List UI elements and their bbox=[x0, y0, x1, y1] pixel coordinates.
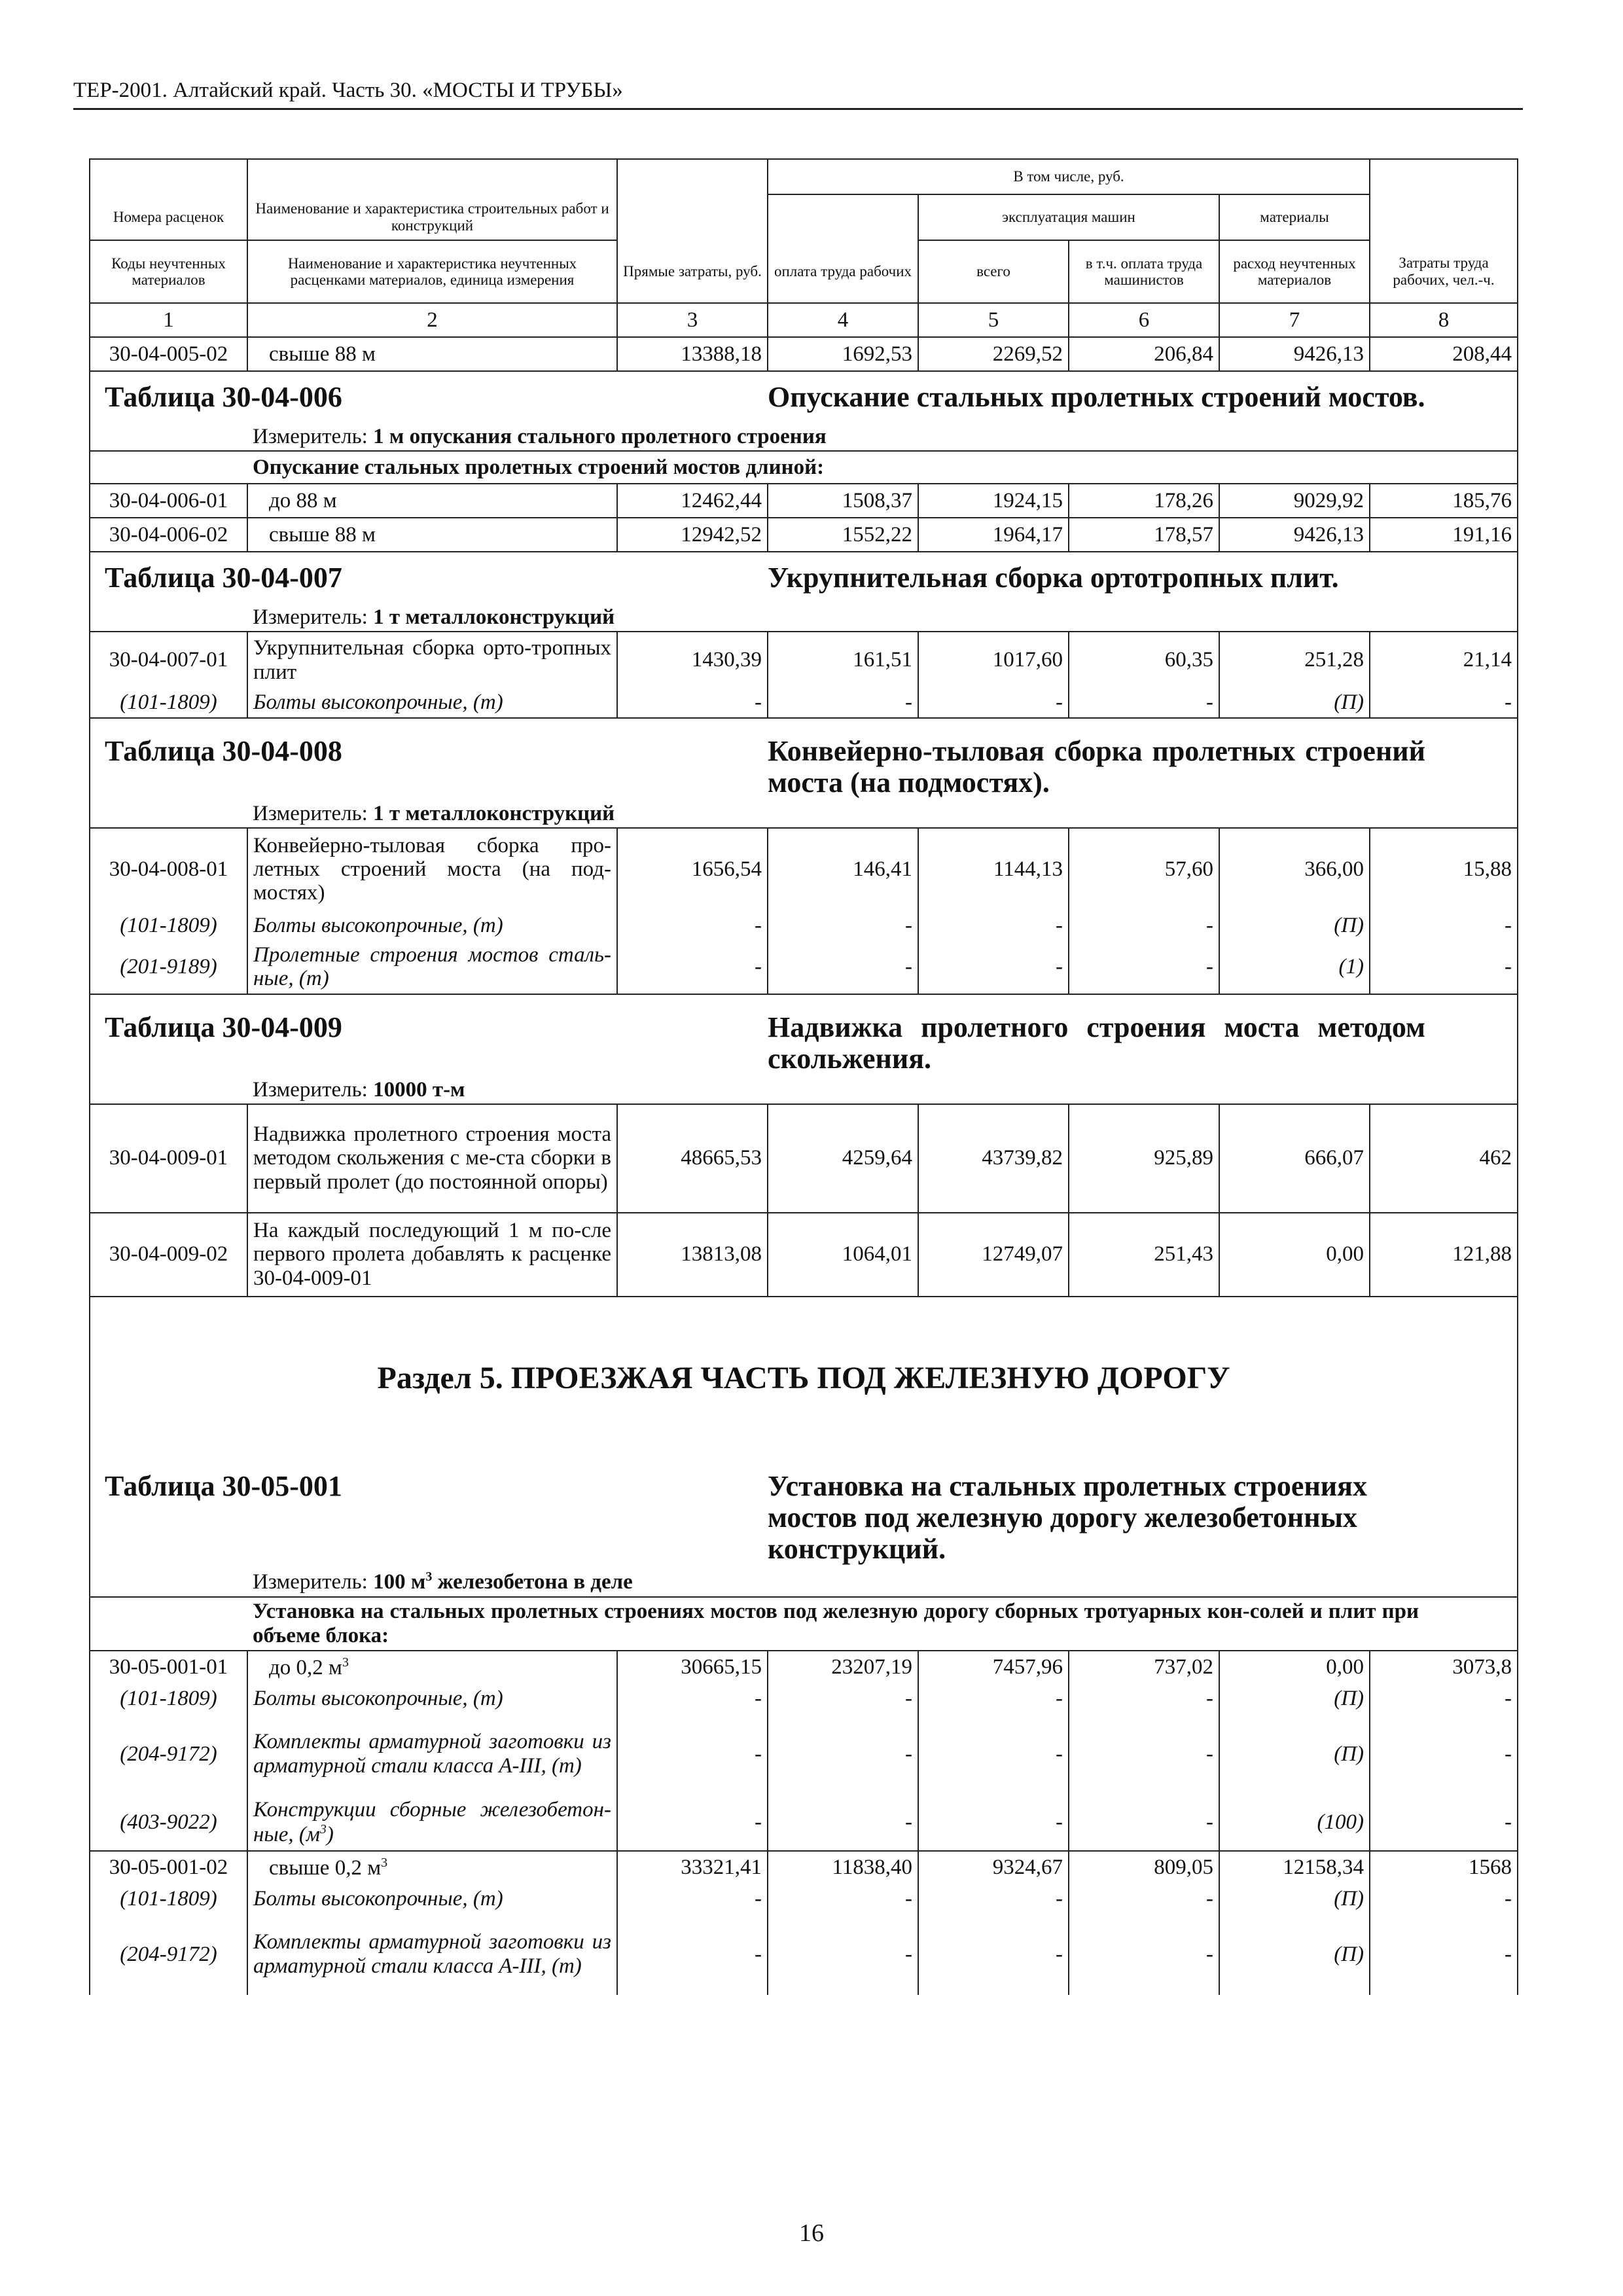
rate-name: до 88 м bbox=[247, 484, 617, 518]
material-row bbox=[90, 1914, 1518, 1995]
value-cell: 11838,40 bbox=[768, 1851, 918, 1884]
table-row bbox=[90, 518, 1518, 552]
table-title: Конвейерно-тыловая сборка пролетных строений моста (на подмостях). bbox=[768, 718, 1518, 800]
material-code: (403-9022) bbox=[90, 1795, 247, 1851]
material-name: Пролетные строения мостов сталь-ные, (т) bbox=[247, 941, 617, 994]
value-cell: - bbox=[768, 1713, 918, 1795]
hdr-incl: В том числе, руб. bbox=[768, 159, 1370, 194]
value-cell: 1552,22 bbox=[768, 518, 918, 552]
value-cell: 366,00 bbox=[1219, 828, 1370, 910]
value-cell: - bbox=[1069, 688, 1219, 718]
rate-name: Надвижка пролетного строения моста методом скольжения с ме-ста сборки в первый пролет (до постоянной опоры) bbox=[247, 1104, 617, 1213]
hdr-num bbox=[90, 159, 247, 194]
value-cell: - bbox=[1370, 1914, 1518, 1995]
value-cell: - bbox=[617, 1683, 768, 1713]
value-cell: - bbox=[768, 1914, 918, 1995]
rate-code: 30-04-009-01 bbox=[90, 1104, 247, 1213]
col-number: 3 bbox=[617, 303, 768, 337]
table-row bbox=[90, 337, 1518, 371]
value-cell: - bbox=[1370, 910, 1518, 941]
table-row bbox=[90, 484, 1518, 518]
material-code: (201-9189) bbox=[90, 941, 247, 994]
measure: Измеритель: 1 т металлоконструкций bbox=[247, 800, 1518, 828]
hdr-name2: Наименование и характеристика неучтенных расценками материалов, единица измерения bbox=[247, 240, 617, 303]
material-code: (101-1809) bbox=[90, 688, 247, 718]
material-qty: (1) bbox=[1219, 941, 1370, 994]
value-cell: 666,07 bbox=[1219, 1104, 1370, 1213]
value-cell: - bbox=[1370, 1713, 1518, 1795]
rates-table bbox=[89, 158, 1518, 1995]
page-number: 16 bbox=[799, 2219, 824, 2247]
material-qty: (П) bbox=[1219, 910, 1370, 941]
value-cell: 146,41 bbox=[768, 828, 918, 910]
value-cell: 925,89 bbox=[1069, 1104, 1219, 1213]
value-cell: 1064,01 bbox=[768, 1213, 918, 1297]
table-label: Таблица 30-04-007 bbox=[90, 552, 768, 604]
value-cell: - bbox=[1370, 1795, 1518, 1851]
value-cell: 43739,82 bbox=[918, 1104, 1069, 1213]
table-row bbox=[90, 828, 1518, 910]
rate-code: 30-04-006-02 bbox=[90, 518, 247, 552]
value-cell: 1144,13 bbox=[918, 828, 1069, 910]
value-cell: 1568 bbox=[1370, 1851, 1518, 1884]
value-cell: 3073,8 bbox=[1370, 1651, 1518, 1683]
value-cell: 0,00 bbox=[1219, 1213, 1370, 1297]
material-code: (101-1809) bbox=[90, 1884, 247, 1914]
value-cell: 1964,17 bbox=[918, 518, 1069, 552]
material-name: Болты высокопрочные, (т) bbox=[247, 688, 617, 718]
col-number: 4 bbox=[768, 303, 918, 337]
material-name: Конструкции сборные железобетон-ные, $(м^3)$ bbox=[247, 1795, 617, 1851]
material-code: (101-1809) bbox=[90, 1683, 247, 1713]
col-number: 6 bbox=[1069, 303, 1219, 337]
hdr-mach-total: всего bbox=[918, 240, 1069, 303]
value-cell: - bbox=[918, 1683, 1069, 1713]
value-cell: 1924,15 bbox=[918, 484, 1069, 518]
material-name: Болты высокопрочные, (т) bbox=[247, 1683, 617, 1713]
col-number: 2 bbox=[247, 303, 617, 337]
value-cell: 251,43 bbox=[1069, 1213, 1219, 1297]
value-cell: 462 bbox=[1370, 1104, 1518, 1213]
value-cell: 2269,52 bbox=[918, 337, 1069, 371]
rate-code: 30-04-007-01 bbox=[90, 632, 247, 688]
value-cell: - bbox=[768, 688, 918, 718]
value-cell: 7457,96 bbox=[918, 1651, 1069, 1683]
rate-code: 30-04-009-02 bbox=[90, 1213, 247, 1297]
value-cell: 57,60 bbox=[1069, 828, 1219, 910]
section-title: Раздел 5. ПРОЕЗЖАЯ ЧАСТЬ ПОД ЖЕЛЕЗНУЮ ДОРОГУ bbox=[90, 1297, 1518, 1460]
value-cell: - bbox=[1069, 1683, 1219, 1713]
page-header: ТЕР-2001. Алтайский край. Часть 30. «МОСТЫ И ТРУБЫ» bbox=[73, 79, 1523, 110]
material-code: (101-1809) bbox=[90, 910, 247, 941]
value-cell: - bbox=[1069, 1914, 1219, 1995]
col-number: 1 bbox=[90, 303, 247, 337]
value-cell: 121,88 bbox=[1370, 1213, 1518, 1297]
value-cell: 13813,08 bbox=[617, 1213, 768, 1297]
value-cell: - bbox=[1069, 1795, 1219, 1851]
value-cell: 23207,19 bbox=[768, 1651, 918, 1683]
table-row bbox=[90, 1213, 1518, 1297]
hdr-materials-sub: расход неучтенных материалов bbox=[1219, 240, 1370, 303]
table-row bbox=[90, 632, 1518, 688]
hdr-mach-labor: в т.ч. оплата труда машинистов bbox=[1069, 240, 1219, 303]
value-cell: 206,84 bbox=[1069, 337, 1219, 371]
material-name: Комплекты арматурной заготовки из арматурной стали класса А-III, (т) bbox=[247, 1713, 617, 1795]
material-qty: (П) bbox=[1219, 1884, 1370, 1914]
value-cell: 12942,52 bbox=[617, 518, 768, 552]
table-title: Установка на стальных пролетных строениях мостов под железную дорогу железобетонных конструкций. bbox=[768, 1460, 1518, 1567]
material-row bbox=[90, 1713, 1518, 1795]
table-row bbox=[90, 1851, 1518, 1884]
material-qty: (П) bbox=[1219, 1713, 1370, 1795]
material-row bbox=[90, 910, 1518, 941]
hdr-codes: Коды неучтенных материалов bbox=[90, 240, 247, 303]
value-cell: - bbox=[617, 688, 768, 718]
value-cell: 9324,67 bbox=[918, 1851, 1069, 1884]
value-cell: 809,05 bbox=[1069, 1851, 1219, 1884]
hdr-labor-cost bbox=[1370, 159, 1518, 194]
rate-name: Конвейерно-тыловая сборка про-летных строений моста (на под-мостях) bbox=[247, 828, 617, 910]
table-label: Таблица 30-04-008 bbox=[90, 718, 768, 800]
material-qty: (П) bbox=[1219, 1683, 1370, 1713]
value-cell: - bbox=[1069, 1713, 1219, 1795]
value-cell: 9029,92 bbox=[1219, 484, 1370, 518]
value-cell: - bbox=[617, 1795, 768, 1851]
table-title-row bbox=[90, 994, 1518, 1077]
value-cell: - bbox=[918, 1713, 1069, 1795]
value-cell: 185,76 bbox=[1370, 484, 1518, 518]
value-cell: 48665,53 bbox=[617, 1104, 768, 1213]
measure: Измеритель: 1 т металлоконструкций bbox=[247, 604, 1518, 632]
value-cell: - bbox=[918, 1914, 1069, 1995]
value-cell: - bbox=[617, 910, 768, 941]
hdr-name-label: Наименование и характеристика строительных работ и конструкций bbox=[247, 194, 617, 240]
value-cell: 1430,39 bbox=[617, 632, 768, 688]
material-qty: (100) bbox=[1219, 1795, 1370, 1851]
value-cell: 1656,54 bbox=[617, 828, 768, 910]
value-cell: 1017,60 bbox=[918, 632, 1069, 688]
value-cell: - bbox=[1370, 1884, 1518, 1914]
value-cell: 12749,07 bbox=[918, 1213, 1069, 1297]
value-cell: - bbox=[768, 1683, 918, 1713]
hdr-machines: эксплуатация машин bbox=[918, 194, 1219, 240]
value-cell: 178,26 bbox=[1069, 484, 1219, 518]
value-cell: - bbox=[768, 941, 918, 994]
value-cell: 12158,34 bbox=[1219, 1851, 1370, 1884]
value-cell: - bbox=[1370, 1683, 1518, 1713]
group-heading: Опускание стальных пролетных строений мостов длиной: bbox=[247, 451, 1518, 484]
value-cell: - bbox=[617, 1914, 768, 1995]
material-row bbox=[90, 941, 1518, 994]
value-cell: 1692,53 bbox=[768, 337, 918, 371]
rate-name: свыше 88 м bbox=[247, 337, 617, 371]
hdr-labor-cost-label: Затраты труда рабочих, чел.-ч. bbox=[1370, 240, 1518, 303]
measure: Измеритель: 10000 т-м bbox=[247, 1077, 1518, 1104]
rate-name: свыше 88 м bbox=[247, 518, 617, 552]
rate-code: 30-04-006-01 bbox=[90, 484, 247, 518]
value-cell: 21,14 bbox=[1370, 632, 1518, 688]
value-cell: 191,16 bbox=[1370, 518, 1518, 552]
material-code: (204-9172) bbox=[90, 1713, 247, 1795]
value-cell: - bbox=[768, 910, 918, 941]
value-cell: - bbox=[768, 1795, 918, 1851]
material-row bbox=[90, 1884, 1518, 1914]
value-cell: - bbox=[617, 1884, 768, 1914]
value-cell: - bbox=[918, 1884, 1069, 1914]
value-cell: 1508,37 bbox=[768, 484, 918, 518]
value-cell: - bbox=[1370, 941, 1518, 994]
value-cell: 12462,44 bbox=[617, 484, 768, 518]
measure: Измеритель: 1 м опускания стального пролетного строения bbox=[247, 423, 1518, 451]
rate-name: до 0,2 $м^3$ bbox=[247, 1651, 617, 1683]
hdr-direct-label: Прямые затраты, руб. bbox=[617, 240, 768, 303]
value-cell: 60,35 bbox=[1069, 632, 1219, 688]
value-cell: 9426,13 bbox=[1219, 337, 1370, 371]
value-cell: - bbox=[1069, 941, 1219, 994]
material-qty: (П) bbox=[1219, 688, 1370, 718]
table-title-row bbox=[90, 371, 1518, 423]
value-cell: - bbox=[918, 688, 1069, 718]
col-number: 8 bbox=[1370, 303, 1518, 337]
table-title: Надвижка пролетного строения моста методом скольжения. bbox=[768, 994, 1518, 1077]
table-label: Таблица 30-04-009 bbox=[90, 994, 768, 1077]
value-cell: - bbox=[918, 941, 1069, 994]
column-numbers-row bbox=[90, 303, 1518, 337]
material-name: Болты высокопрочные, (т) bbox=[247, 1884, 617, 1914]
value-cell: 13388,18 bbox=[617, 337, 768, 371]
table-title: Укрупнительная сборка ортотропных плит. bbox=[768, 552, 1518, 604]
hdr-direct bbox=[617, 159, 768, 194]
col-number: 7 bbox=[1219, 303, 1370, 337]
value-cell: - bbox=[617, 1713, 768, 1795]
hdr-num-label: Номера расценок bbox=[90, 194, 247, 240]
table-label: Таблица 30-05-001 bbox=[90, 1460, 768, 1567]
value-cell: 9426,13 bbox=[1219, 518, 1370, 552]
value-cell: 737,02 bbox=[1069, 1651, 1219, 1683]
table-row bbox=[90, 1651, 1518, 1683]
value-cell: - bbox=[1370, 688, 1518, 718]
rate-code: 30-04-005-02 bbox=[90, 337, 247, 371]
table-title-row bbox=[90, 552, 1518, 604]
hdr-materials: материалы bbox=[1219, 194, 1370, 240]
table-title: Опускание стальных пролетных строений мостов. bbox=[768, 371, 1518, 423]
value-cell: 208,44 bbox=[1370, 337, 1518, 371]
value-cell: 15,88 bbox=[1370, 828, 1518, 910]
rate-name: Укрупнительная сборка орто-тропных плит bbox=[247, 632, 617, 688]
hdr-labor: оплата труда рабочих bbox=[768, 240, 918, 303]
value-cell: 251,28 bbox=[1219, 632, 1370, 688]
value-cell: 161,51 bbox=[768, 632, 918, 688]
rate-name: На каждый последующий 1 м по-сле первого пролета добавлять к расценке 30-04-009-01 bbox=[247, 1213, 617, 1297]
table-label: Таблица 30-04-006 bbox=[90, 371, 768, 423]
hdr-name bbox=[247, 159, 617, 194]
col-number: 5 bbox=[918, 303, 1069, 337]
group-heading: Установка на стальных пролетных строениях мостов под железную дорогу сборных тротуарных кон-солей и плит при объеме блока: bbox=[247, 1597, 1518, 1651]
value-cell: - bbox=[918, 910, 1069, 941]
material-row bbox=[90, 1795, 1518, 1851]
value-cell: - bbox=[1069, 1884, 1219, 1914]
value-cell: 0,00 bbox=[1219, 1651, 1370, 1683]
measure: Измеритель: 100 $м^3$ железобетона в деле bbox=[247, 1567, 1518, 1597]
value-cell: 4259,64 bbox=[768, 1104, 918, 1213]
material-row bbox=[90, 688, 1518, 718]
material-qty: (П) bbox=[1219, 1914, 1370, 1995]
value-cell: 178,57 bbox=[1069, 518, 1219, 552]
rate-code: 30-05-001-02 bbox=[90, 1851, 247, 1884]
material-row bbox=[90, 1683, 1518, 1713]
value-cell: - bbox=[617, 941, 768, 994]
value-cell: - bbox=[1069, 910, 1219, 941]
value-cell: 33321,41 bbox=[617, 1851, 768, 1884]
material-name: Болты высокопрочные, (т) bbox=[247, 910, 617, 941]
rate-code: 30-04-008-01 bbox=[90, 828, 247, 910]
value-cell: - bbox=[918, 1795, 1069, 1851]
table-title-row bbox=[90, 718, 1518, 800]
material-code: (204-9172) bbox=[90, 1914, 247, 1995]
value-cell: 30665,15 bbox=[617, 1651, 768, 1683]
rate-code: 30-05-001-01 bbox=[90, 1651, 247, 1683]
value-cell: - bbox=[768, 1884, 918, 1914]
table-row bbox=[90, 1104, 1518, 1213]
material-name: Комплекты арматурной заготовки из арматурной стали класса А-III, (т) bbox=[247, 1914, 617, 1995]
rate-name: свыше 0,2 $м^3$ bbox=[247, 1851, 617, 1884]
table-title-row bbox=[90, 1460, 1518, 1567]
